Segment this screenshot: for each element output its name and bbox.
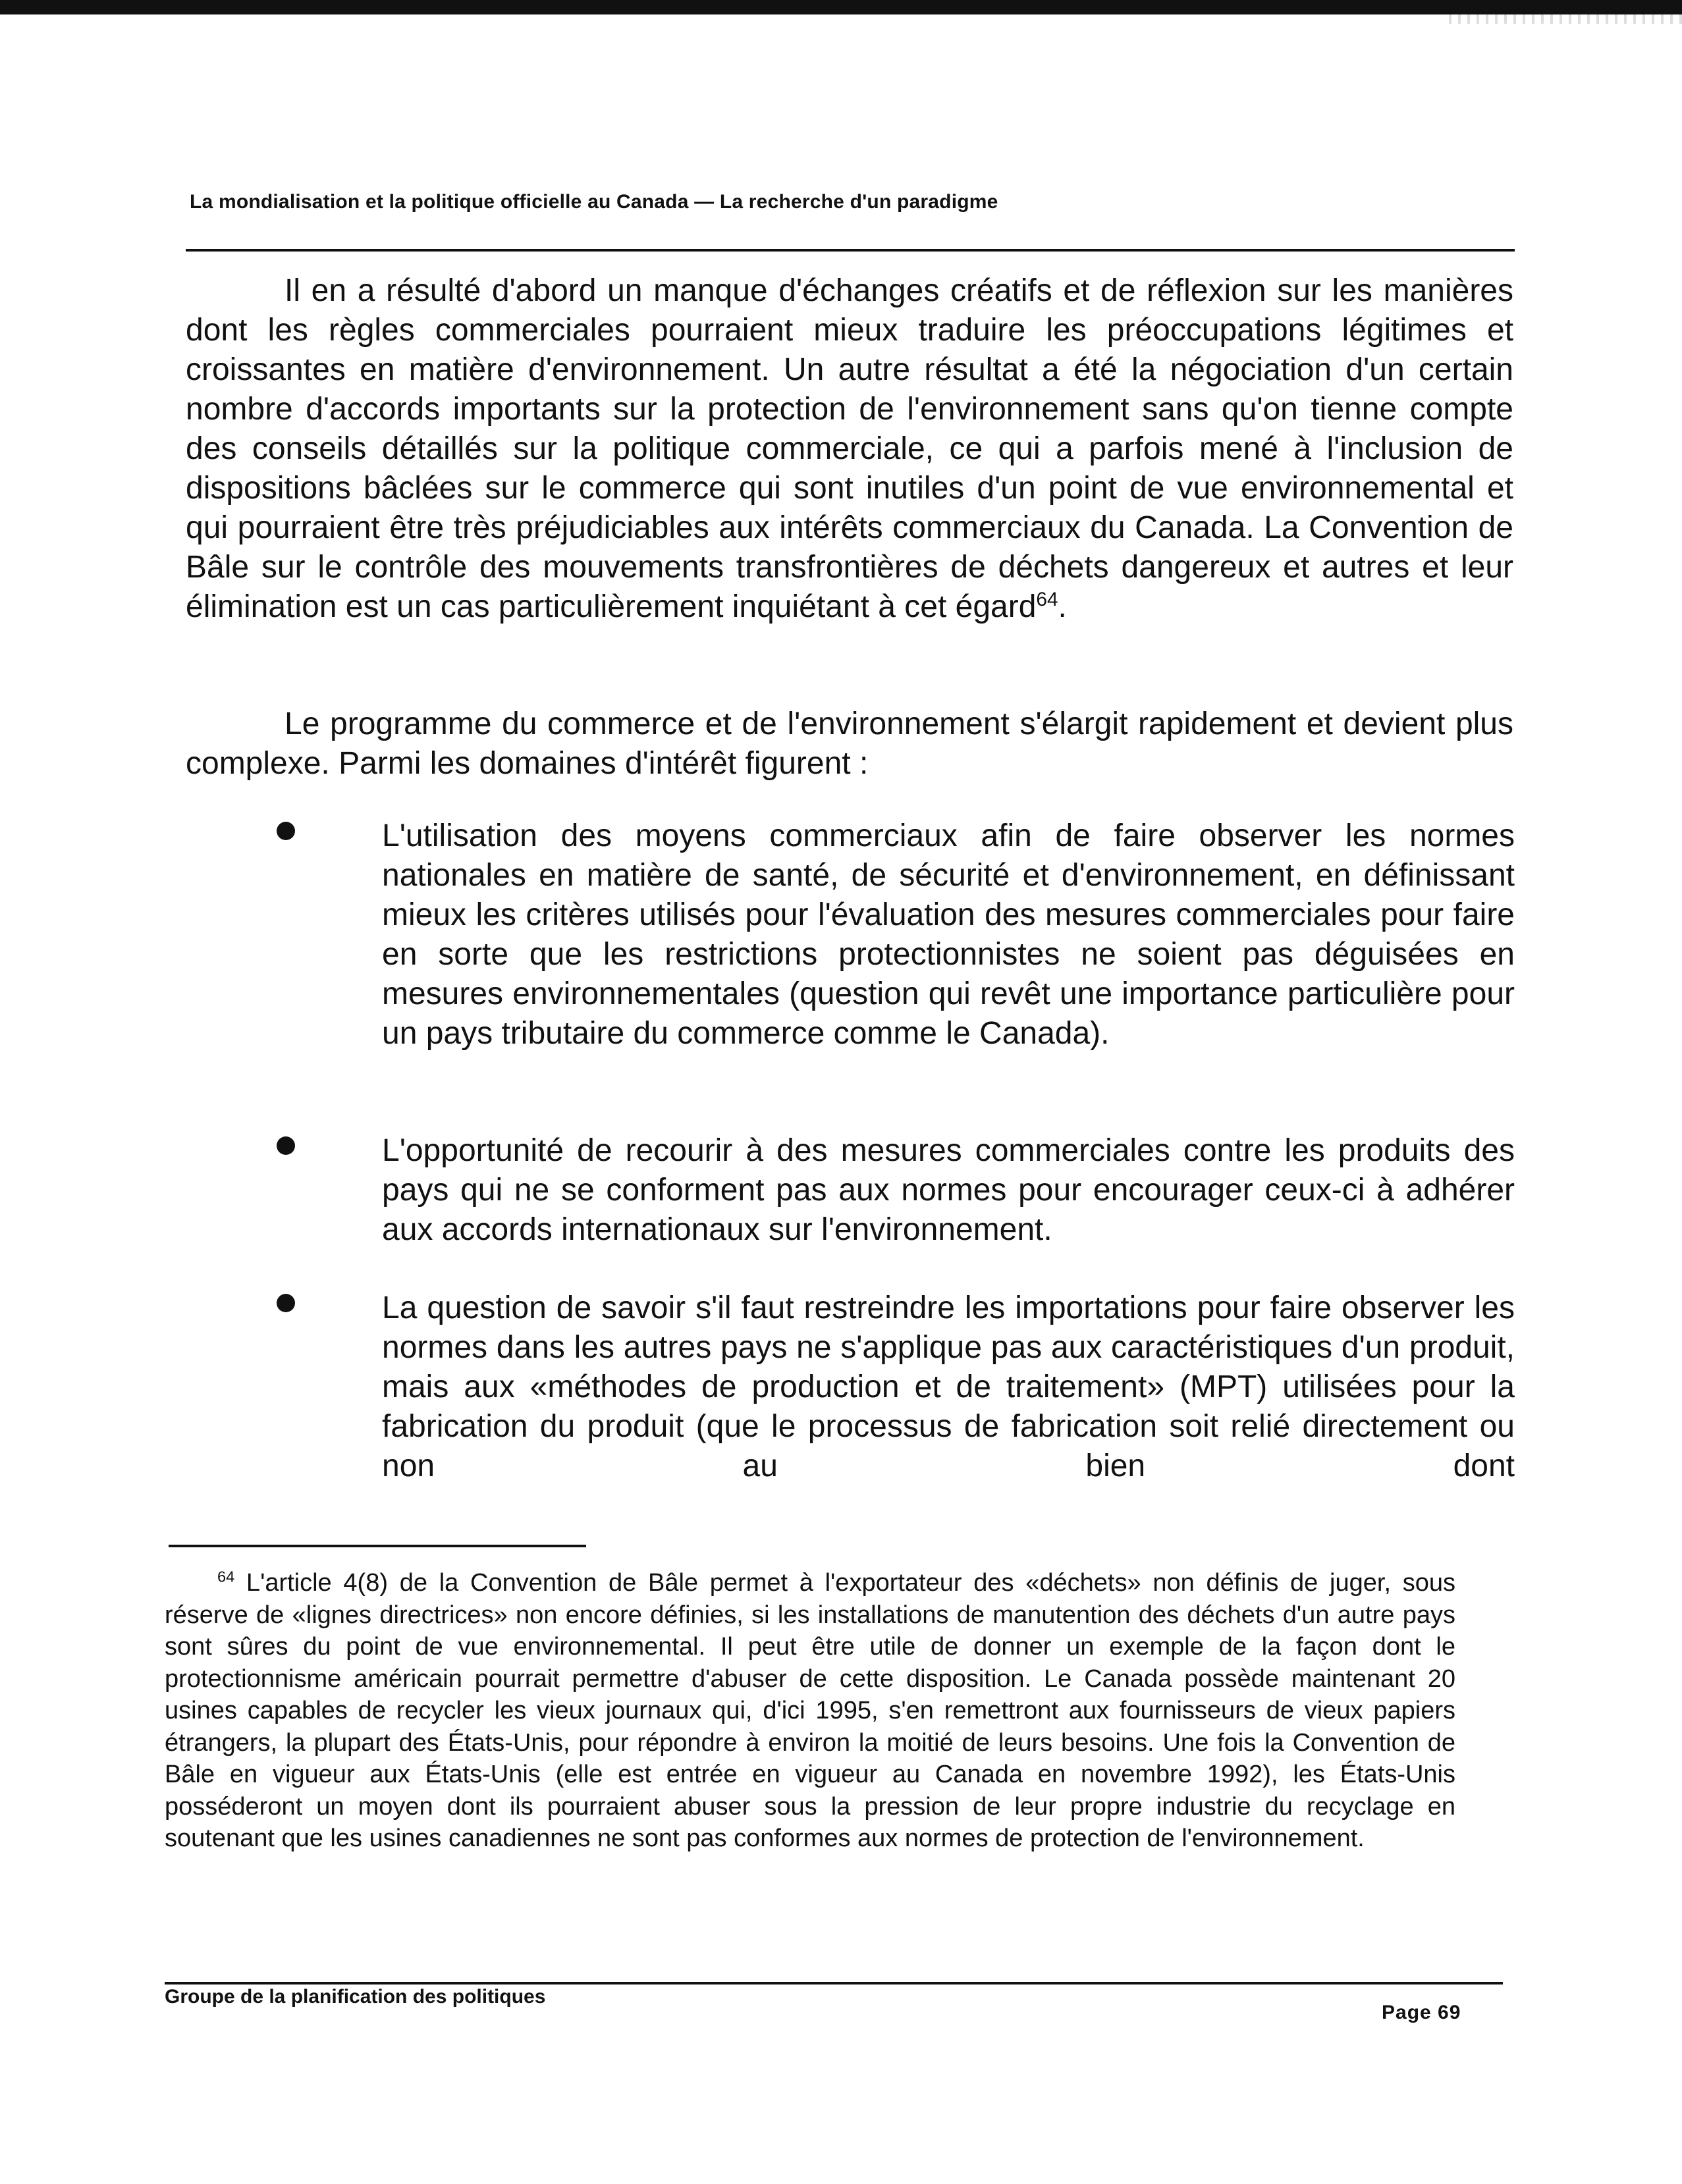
- scan-edge-noise: [1449, 14, 1682, 24]
- list-item-text: L'utilisation des moyens commerciaux afin de faire observer les normes nationales en matière de santé, de sécurité et d'environnement, en définissant mieux les critères utilisés pour l'évaluation des mesures commerciales pour faire en sorte que les restrictions protectionnistes ne soient pas déguisées en mesures environnementales (question qui revêt une importance particulière pour un pays tributaire du commerce comme le Canada).: [382, 818, 1515, 1051]
- running-header: La mondialisation et la politique officielle au Canada — La recherche d'un paradigme: [190, 191, 998, 213]
- header-divider: [186, 249, 1515, 252]
- bullet-icon: [277, 1294, 295, 1312]
- paragraph-1-period: .: [1058, 589, 1067, 624]
- footnote-reference: 64: [1036, 589, 1058, 610]
- footnote: [165, 1567, 1455, 1855]
- footer-organization: Groupe de la planification des politiques: [165, 1986, 546, 2008]
- paragraph-1: [186, 271, 1513, 627]
- footnote-divider: [169, 1545, 586, 1547]
- scan-edge-bar: [0, 0, 1682, 14]
- paragraph-1-text: Il en a résulté d'abord un manque d'échanges créatifs et de réflexion sur les manières dont les règles commerciales pourraient mieux traduire les préoccupations légitimes et croissantes en matière d'environnement. Un autre résultat a été la négociation d'un certain nombre d'accords importants sur la protection de l'environnement sans qu'on tienne compte des conseils détaillés sur la politique commerciale, ce qui a parfois mené à l'inclusion de dispositions bâclées sur le commerce qui sont inutiles d'un point de vue environnemental et qui pourraient être très préjudiciables aux intérêts commerciaux du Canada. La Convention de Bâle sur le contrôle des mouvements transfrontières de déchets dangereux et autres et leur élimination est un cas particulièrement inquiétant à cet égard: [186, 273, 1513, 624]
- footer-divider: [165, 1982, 1503, 1984]
- paragraph-2: Le programme du commerce et de l'environnement s'élargit rapidement et devient plus complexe. Parmi les domaines d'intérêt figurent :: [186, 706, 1513, 781]
- bullet-icon: [277, 822, 295, 840]
- list-item-text: La question de savoir s'il faut restreindre les importations pour faire observer les normes dans les autres pays ne s'applique pas aux caractéristiques d'un produit, mais aux «méthodes de production et de traitement» (MPT) utilisées pour la fabrication du produit (que le processus de fabrication soit relié directement ou non au bien dont: [382, 1291, 1515, 1483]
- footnote-number: 64: [217, 1568, 235, 1585]
- page-number: Page 69: [1382, 2002, 1461, 2023]
- footnote-text: L'article 4(8) de la Convention de Bâle permet à l'exportateur des «déchets» non définis de juger, sous réserve de «lignes directrices» non encore définies, si les installations de manutention des déchets d'un autre pays sont sûres du point de vue environnemental. Il peut être utile de donner un exemple de la façon dont le protectionnisme américain pourrait permettre d'abuser de cette disposition. Le Canada possède maintenant 20 usines capables de recycler les vieux journaux qui, d'ici 1995, s'en remettront aux fournisseurs de vieux papiers étrangers, la plupart des États-Unis, pour répondre à environ la moitié de leurs besoins. Une fois la Convention de Bâle en vigueur aux États-Unis (elle est entrée en vigueur au Canada en novembre 1992), les États-Unis posséderont un moyen dont ils pourraient abuser sous la pression de leur propre industrie du recyclage en soutenant que les usines canadiennes ne sont pas conformes aux normes de protection de l'environnement.: [165, 1569, 1455, 1852]
- list-item-text: L'opportunité de recourir à des mesures commerciales contre les produits des pays qui ne se conforment pas aux normes pour encourager ceux-ci à adhérer aux accords internationaux sur l'environnement.: [382, 1133, 1515, 1247]
- bullet-icon: [277, 1136, 295, 1155]
